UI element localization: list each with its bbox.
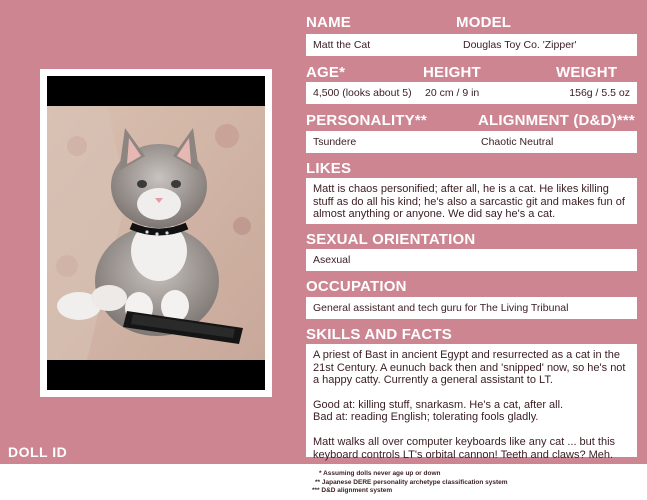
skills-label: SKILLS AND FACTS	[306, 326, 452, 343]
footnotes	[312, 470, 508, 496]
alignment-value: Chaotic Neutral	[481, 136, 554, 148]
name-label: NAME	[306, 14, 351, 31]
footnote-alignment: *** D&D alignment system	[312, 487, 393, 494]
personality-label: PERSONALITY**	[306, 112, 427, 129]
skills-bad-at: Bad at: reading English; tolerating fools gladly.	[313, 411, 539, 424]
personality-value: Tsundere	[313, 136, 357, 148]
occupation-label: OCCUPATION	[306, 278, 407, 295]
likes-label: LIKES	[306, 160, 352, 177]
weight-value: 156g / 5.5 oz	[569, 87, 630, 99]
likes-box	[306, 178, 637, 224]
name-value: Matt the Cat	[313, 39, 371, 51]
skills-good-at: Good at: killing stuff, snarkasm. He's a cat, after all.	[313, 398, 564, 411]
cat-plush-photo	[47, 76, 265, 390]
occupation-box	[306, 297, 637, 319]
alignment-label: ALIGNMENT (D&D)***	[478, 112, 635, 129]
orientation-value: Asexual	[313, 254, 351, 266]
skills-paragraph-1: A priest of Bast in ancient Egypt and resurrected as a cat in the 21st Century. A eunuch back then and 'snipped' now, so he's not a happy catty. Currently a general assistant to LT.	[313, 349, 626, 387]
weight-label: WEIGHT	[556, 64, 618, 81]
age-value: 4,500 (looks about 5)	[313, 87, 412, 99]
model-label: MODEL	[456, 14, 512, 31]
occupation-value: General assistant and tech guru for The Living Tribunal	[313, 302, 569, 314]
age-label: AGE*	[306, 64, 346, 81]
name-model-box	[306, 34, 637, 56]
footnote-personality: ** Japanese DERE personality archetype classification system	[315, 478, 508, 486]
orientation-label: SEXUAL ORIENTATION	[306, 231, 476, 248]
orientation-box	[306, 249, 637, 271]
personality-box	[306, 131, 637, 153]
height-label: HEIGHT	[423, 64, 481, 81]
doll-id-label: DOLL ID	[8, 444, 68, 460]
skills-box	[306, 344, 637, 461]
model-value: Douglas Toy Co. 'Zipper'	[463, 39, 577, 51]
footnote-age: * Assuming dolls never age up or down	[319, 470, 441, 477]
skills-paragraph-3: Matt walks all over computer keyboards like any cat ... but this keyboard controls LT's orbital cannon! Teeth and claws? Meh.	[313, 435, 616, 461]
likes-text: Matt is chaos personified; after all, he is a cat. He likes killing stuff as do all his kind; he's also a sarcastic git and makes fun of almost anything or anyone. We did say he's a cat.	[313, 183, 625, 221]
doll-photo	[47, 76, 265, 390]
height-value: 20 cm / 9 in	[425, 87, 480, 99]
stats-box	[306, 82, 637, 104]
